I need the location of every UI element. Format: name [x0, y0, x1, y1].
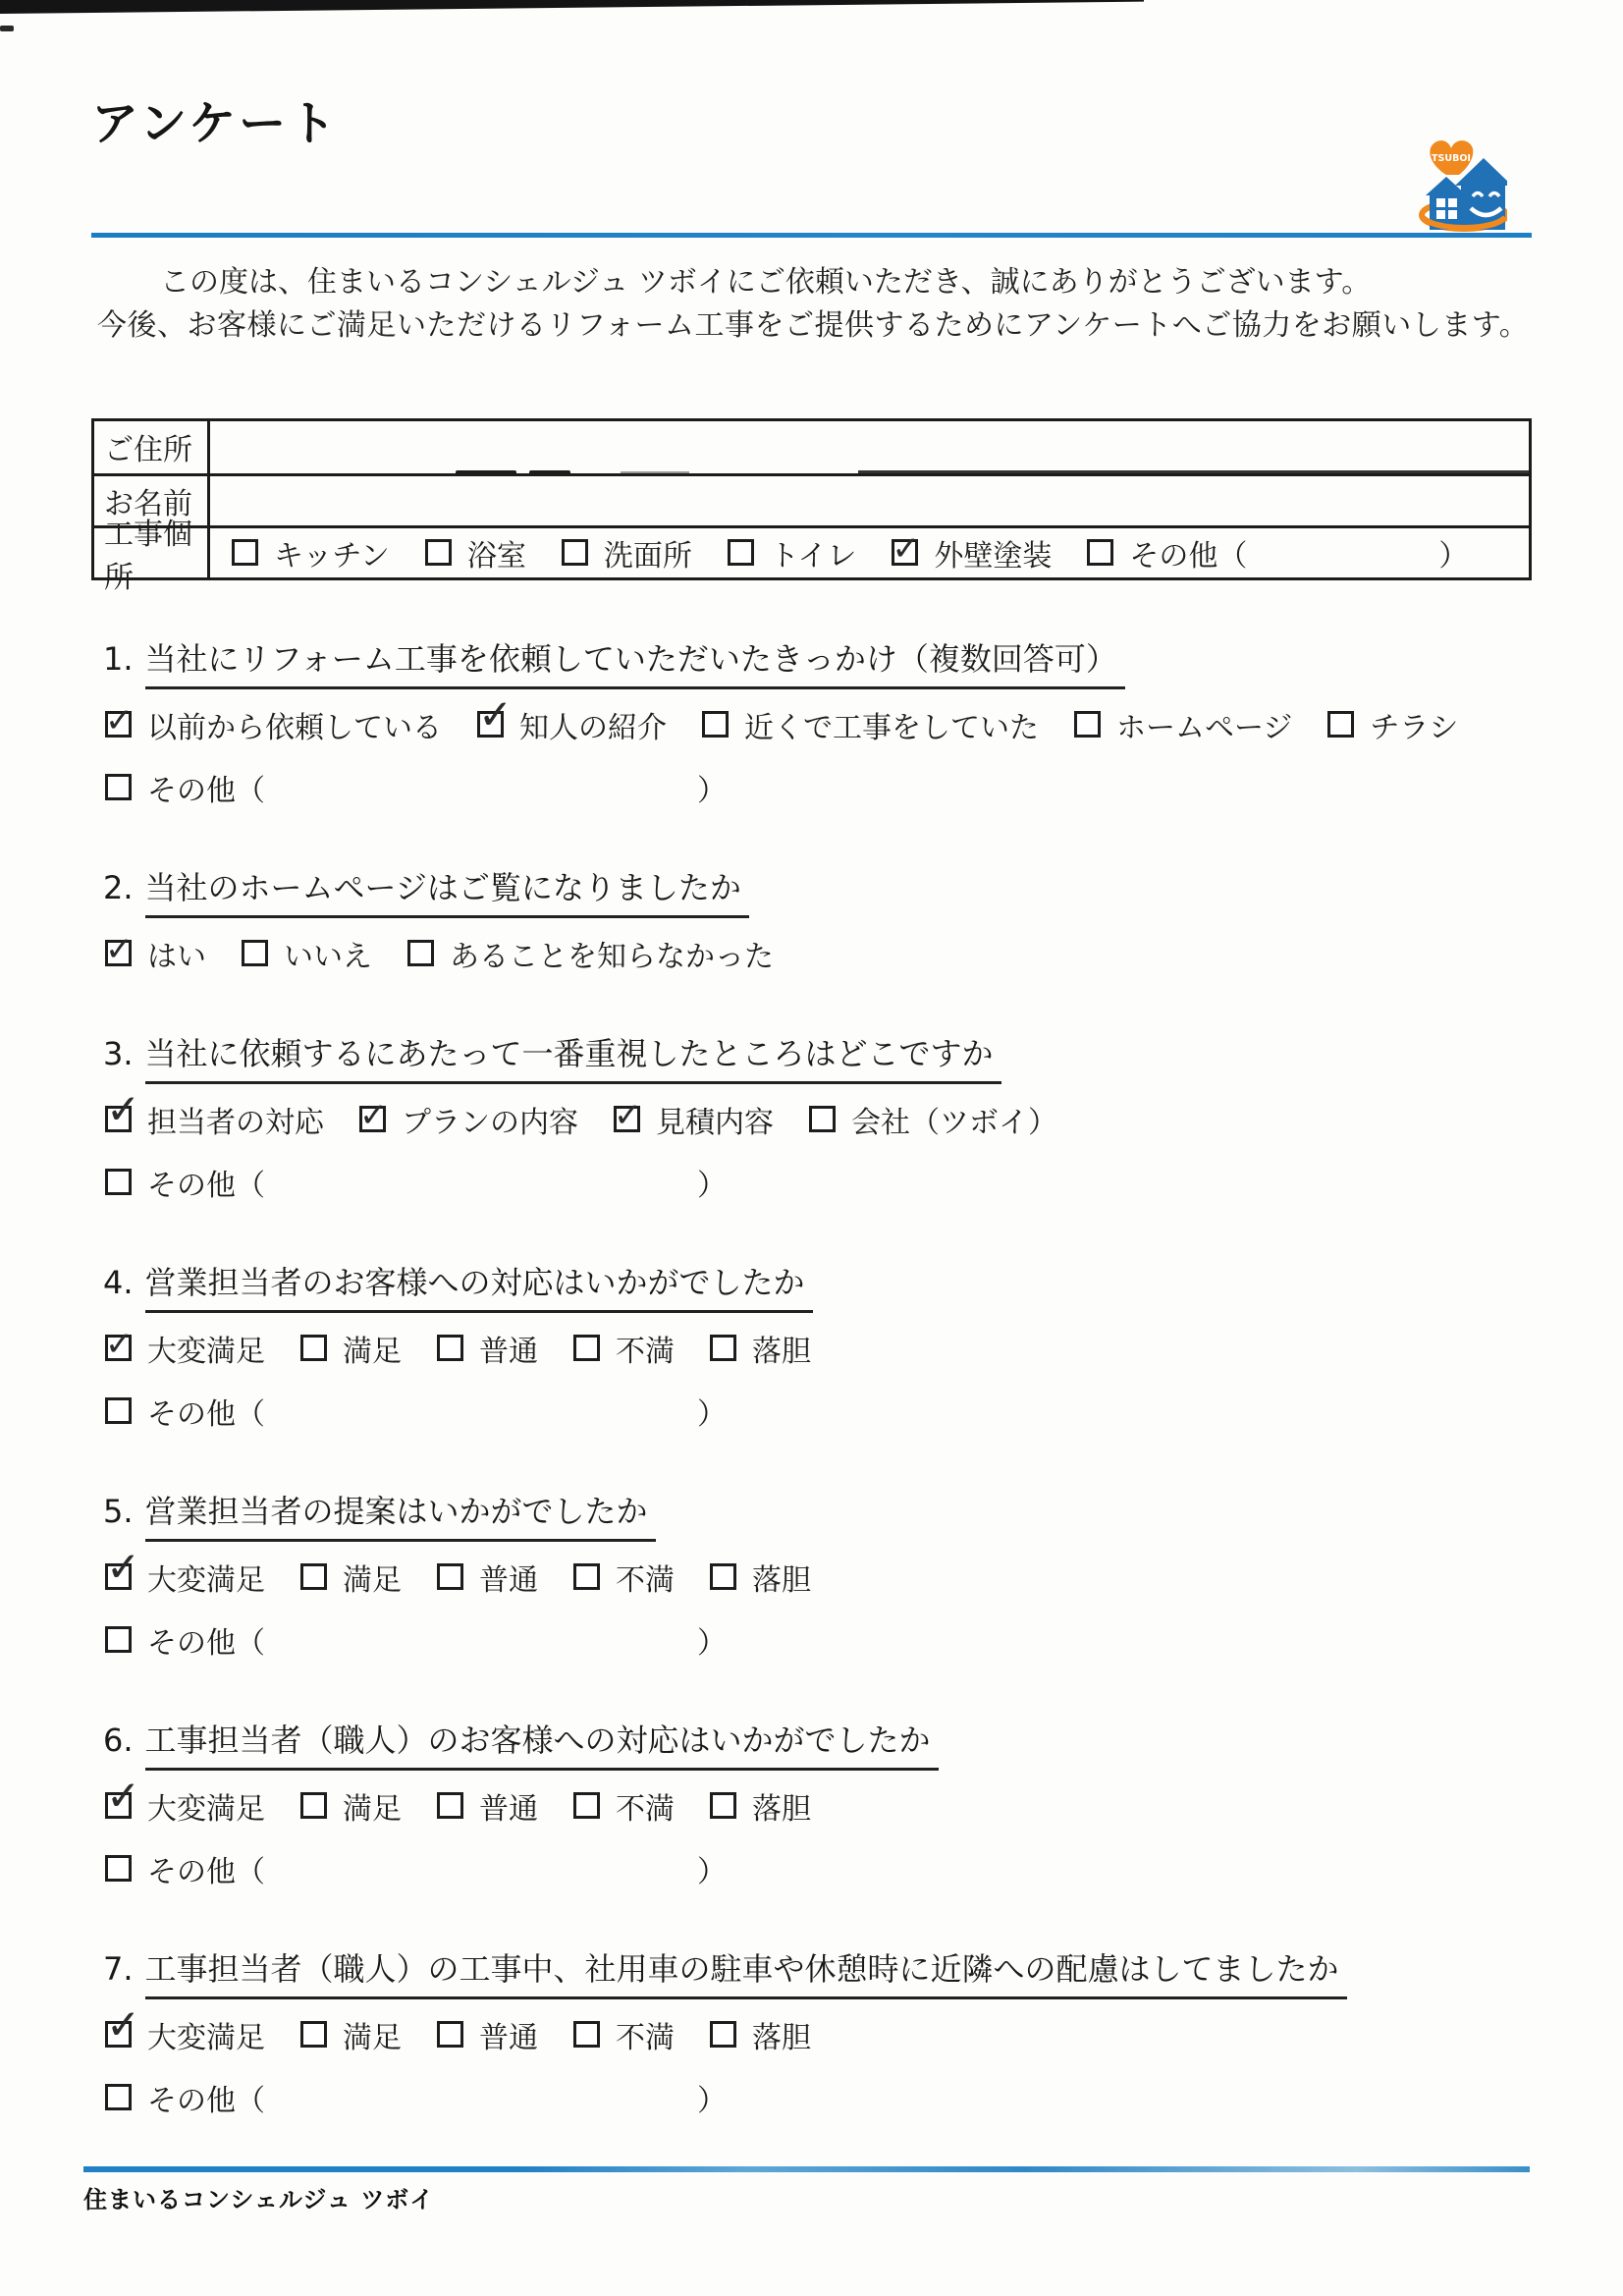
checkbox-icon[interactable]	[105, 1169, 132, 1195]
checkbox-icon[interactable]	[809, 1106, 836, 1132]
checkbox-option[interactable]	[1074, 703, 1292, 746]
question-6	[103, 1721, 1532, 1890]
checkbox-icon[interactable]	[710, 2021, 736, 2048]
address-input-area[interactable]	[210, 421, 1529, 473]
option-label: 普通	[479, 1791, 538, 1827]
question-1-options	[105, 690, 1532, 746]
checkbox-icon[interactable]	[437, 1335, 463, 1361]
footer-divider	[83, 2166, 1530, 2172]
checkbox-option[interactable]	[105, 1618, 727, 1662]
checkbox-icon[interactable]	[573, 1335, 600, 1361]
check-mark-icon: ✓	[105, 701, 134, 741]
question-1-heading	[103, 639, 1532, 689]
check-mark-icon: ✓	[614, 1096, 642, 1136]
checkbox-icon[interactable]	[437, 1792, 463, 1819]
question-3-heading	[103, 1034, 1532, 1084]
checkbox-icon[interactable]	[300, 1335, 327, 1361]
checkbox-icon[interactable]	[1087, 539, 1113, 566]
question-number: 2.	[103, 868, 134, 906]
question-3	[103, 1034, 1532, 1204]
checkbox-option[interactable]	[105, 1390, 727, 1433]
checkbox-icon[interactable]	[437, 2021, 463, 2048]
checkbox-icon[interactable]	[573, 1792, 600, 1819]
checkbox-option[interactable]	[232, 531, 390, 574]
checkbox-option[interactable]	[300, 2013, 402, 2056]
checked-checkbox-icon[interactable]	[614, 1096, 642, 1136]
checkbox-option[interactable]	[105, 2076, 727, 2119]
checkbox-option[interactable]	[105, 1543, 265, 1599]
option-label: その他（	[147, 773, 265, 808]
option-label: はい	[147, 939, 206, 974]
check-mark-icon: ✓	[106, 2000, 141, 2050]
check-mark-icon: ✓	[359, 1096, 388, 1136]
checkbox-option[interactable]	[573, 1556, 675, 1599]
question-title: 工事担当者（職人）の工事中、社用車の駐車や休憩時に近隣への配慮はしてましたか	[145, 1949, 1347, 1999]
question-number: 6.	[103, 1721, 134, 1759]
question-title: 営業担当者のお客様への対応はいかがでしたか	[145, 1263, 813, 1313]
checked-checkbox-icon[interactable]	[892, 529, 920, 570]
address-label: ご住所	[94, 421, 210, 473]
intro-line-2: 今後、お客様にご満足いただけるリフォーム工事をご提供するためにアンケートへご協力をお願いします。	[97, 307, 1530, 343]
option-label: 落胆	[752, 2020, 811, 2055]
close-paren: ）	[697, 2083, 727, 2118]
checkbox-icon[interactable]	[105, 2084, 132, 2110]
checkbox-icon[interactable]	[300, 1563, 327, 1590]
checkbox-option[interactable]	[437, 2013, 538, 2056]
footer-company-name: 住まいるコンシェルジュ ツボイ	[83, 2186, 435, 2214]
question-number: 3.	[103, 1034, 134, 1072]
checkbox-option[interactable]	[702, 703, 1039, 746]
work-location-options	[210, 528, 1529, 577]
title-divider	[91, 233, 1532, 238]
question-number: 1.	[103, 639, 134, 678]
checkbox-option[interactable]	[614, 1098, 774, 1141]
option-label: 会社（ツボイ）	[851, 1105, 1057, 1140]
checkbox-icon[interactable]	[232, 539, 258, 566]
scanner-artifact-blob	[0, 26, 14, 31]
checkbox-option[interactable]	[105, 1772, 265, 1828]
question-1-other	[105, 766, 1532, 809]
check-mark-icon: ✓	[478, 690, 514, 739]
check-mark-icon: ✓	[106, 1085, 141, 1134]
checkbox-icon[interactable]	[105, 1855, 132, 1882]
question-7	[103, 1949, 1532, 2119]
checkbox-option[interactable]	[359, 1098, 578, 1141]
checkbox-icon[interactable]	[710, 1792, 736, 1819]
checkbox-option[interactable]	[573, 2013, 675, 2056]
option-label: その他（	[147, 1625, 265, 1661]
checkbox-icon[interactable]	[1327, 711, 1354, 738]
question-title: 営業担当者の提案はいかがでしたか	[145, 1492, 656, 1542]
option-label: 落胆	[752, 1562, 811, 1598]
checked-checkbox-icon[interactable]	[105, 930, 134, 970]
checked-checkbox-icon[interactable]	[105, 1772, 141, 1821]
checkbox-option[interactable]	[477, 690, 667, 746]
logo-text: TSUBOI	[1432, 153, 1471, 164]
checkbox-icon[interactable]	[105, 1397, 132, 1424]
checkbox-option[interactable]	[105, 1085, 324, 1141]
name-input-area[interactable]	[210, 476, 1529, 525]
checked-checkbox-icon[interactable]	[105, 2000, 141, 2050]
checkbox-icon[interactable]	[702, 711, 729, 738]
question-5-options	[105, 1543, 1532, 1599]
question-title: 当社のホームページはご覧になりましたか	[145, 868, 749, 918]
customer-info-table	[91, 418, 1532, 595]
checkbox-option[interactable]	[105, 766, 727, 809]
question-6-other	[105, 1847, 1532, 1890]
checked-checkbox-icon[interactable]	[359, 1096, 388, 1136]
checkbox-option[interactable]	[728, 531, 857, 574]
checkbox-option[interactable]	[105, 1847, 727, 1890]
option-label: 外壁塗装	[934, 538, 1053, 574]
option-label: プランの内容	[402, 1105, 578, 1140]
question-title: 工事担当者（職人）のお客様への対応はいかがでしたか	[145, 1721, 939, 1771]
option-label: 落胆	[752, 1334, 811, 1369]
checkbox-option[interactable]	[300, 1556, 402, 1599]
checkbox-icon[interactable]	[407, 940, 434, 966]
check-mark-icon: ✓	[105, 1325, 134, 1365]
close-paren: ）	[1438, 538, 1469, 574]
checked-checkbox-icon[interactable]	[477, 690, 514, 739]
question-number: 7.	[103, 1949, 134, 1988]
checkbox-icon[interactable]	[710, 1563, 736, 1590]
option-label: 落胆	[752, 1791, 811, 1827]
question-5-other	[105, 1618, 1532, 1662]
checkbox-option[interactable]	[809, 1098, 1057, 1141]
option-label: 不満	[616, 1562, 675, 1598]
checked-checkbox-icon[interactable]	[105, 1085, 141, 1134]
page-title: アンケート	[91, 96, 340, 151]
option-label: 普通	[479, 1562, 538, 1598]
option-label: 大変満足	[147, 1791, 265, 1827]
option-label: トイレ	[769, 538, 857, 574]
check-mark-icon: ✓	[106, 1543, 141, 1592]
question-2-options	[105, 932, 1532, 975]
option-label: 知人の紹介	[519, 710, 667, 745]
checkbox-icon[interactable]	[425, 539, 452, 566]
checkbox-option[interactable]	[300, 1327, 402, 1370]
checkbox-option[interactable]	[242, 932, 372, 975]
question-7-heading	[103, 1949, 1532, 1999]
question-2-heading	[103, 868, 1532, 918]
option-label: その他（	[147, 1396, 265, 1432]
question-6-heading	[103, 1721, 1532, 1771]
close-paren: ）	[697, 1625, 727, 1661]
option-label: 大変満足	[147, 1562, 265, 1598]
option-label: 近くで工事をしていた	[744, 710, 1039, 745]
option-label: いいえ	[284, 939, 372, 974]
question-4	[103, 1263, 1532, 1433]
question-4-other	[105, 1390, 1532, 1433]
checkbox-option[interactable]	[437, 1327, 538, 1370]
checkbox-icon[interactable]	[710, 1335, 736, 1361]
question-number: 5.	[103, 1492, 134, 1530]
checkbox-icon[interactable]	[573, 1563, 600, 1590]
checkbox-option[interactable]	[710, 1556, 811, 1599]
checkbox-icon[interactable]	[300, 2021, 327, 2048]
tsuboi-logo	[1419, 134, 1507, 236]
option-label: キッチン	[274, 538, 390, 574]
write-in-blank-space[interactable]	[265, 1625, 697, 1655]
checkbox-option[interactable]	[105, 2000, 265, 2056]
option-label: ホームページ	[1116, 710, 1293, 745]
option-label: 満足	[343, 1791, 402, 1827]
checkbox-option[interactable]	[1087, 531, 1468, 574]
name-label: お名前	[94, 476, 210, 525]
question-4-heading	[103, 1263, 1532, 1313]
question-5-heading	[103, 1492, 1532, 1542]
checkbox-icon[interactable]	[1074, 711, 1101, 738]
option-label: 普通	[479, 1334, 538, 1369]
write-in-blank-space[interactable]	[265, 1854, 697, 1884]
question-3-other	[105, 1161, 1532, 1204]
checkbox-option[interactable]	[105, 1161, 727, 1204]
write-in-blank-space[interactable]	[1247, 538, 1438, 568]
checkbox-icon[interactable]	[105, 1626, 132, 1653]
page-footer	[83, 2166, 1530, 2214]
option-label: その他（	[147, 2083, 265, 2118]
question-number: 4.	[103, 1263, 134, 1301]
question-title: 当社にリフォーム工事を依頼していただいたきっかけ（複数回答可）	[145, 639, 1125, 689]
table-row-address	[94, 421, 1529, 473]
option-label: 見積内容	[656, 1105, 774, 1140]
checked-checkbox-icon[interactable]	[105, 701, 134, 741]
option-label: 以前から依頼している	[147, 710, 442, 745]
question-4-options	[105, 1327, 1532, 1370]
option-label: 浴室	[466, 538, 526, 574]
close-paren: ）	[697, 1396, 727, 1432]
question-2	[103, 868, 1532, 975]
option-label: その他（	[1129, 538, 1248, 574]
question-3-options	[105, 1085, 1532, 1141]
checkbox-option[interactable]	[105, 1327, 265, 1370]
question-6-options	[105, 1772, 1532, 1828]
question-1	[103, 639, 1532, 809]
close-paren: ）	[697, 773, 727, 808]
checkbox-option[interactable]	[425, 531, 526, 574]
option-label: その他（	[147, 1854, 265, 1889]
question-7-other	[105, 2076, 1532, 2119]
option-label: あることを知らなかった	[450, 939, 774, 974]
option-label: 担当者の対応	[147, 1105, 324, 1140]
option-label: 不満	[616, 1791, 675, 1827]
write-in-blank-space[interactable]	[265, 773, 697, 802]
checkbox-option[interactable]	[573, 1327, 675, 1370]
checked-checkbox-icon[interactable]	[105, 1325, 134, 1365]
intro-paragraph	[91, 261, 1532, 348]
checkbox-icon[interactable]	[562, 539, 588, 566]
checkbox-option[interactable]	[105, 932, 206, 975]
checkbox-option[interactable]	[437, 1556, 538, 1599]
checkbox-option[interactable]	[892, 531, 1052, 574]
checked-checkbox-icon[interactable]	[105, 1543, 141, 1592]
check-mark-icon: ✓	[892, 529, 920, 570]
close-paren: ）	[697, 1168, 727, 1203]
option-label: 不満	[616, 1334, 675, 1369]
checkbox-option[interactable]	[573, 1784, 675, 1828]
option-label: 洗面所	[603, 538, 692, 574]
option-label: 大変満足	[147, 2020, 265, 2055]
checkbox-option[interactable]	[710, 1327, 811, 1370]
option-label: 大変満足	[147, 1334, 265, 1369]
question-title: 当社に依頼するにあたって一番重視したところはどこですか	[145, 1034, 1001, 1084]
checkbox-option[interactable]	[1327, 703, 1458, 746]
checkbox-option[interactable]	[105, 703, 442, 746]
check-mark-icon: ✓	[105, 930, 134, 970]
checkbox-option[interactable]	[407, 932, 774, 975]
work-location-label: 工事個所	[94, 528, 210, 577]
tsuboi-logo-graphic	[1419, 134, 1507, 236]
checkbox-icon[interactable]	[573, 2021, 600, 2048]
checkbox-option[interactable]	[300, 1784, 402, 1828]
checkbox-option[interactable]	[437, 1784, 538, 1828]
option-label: その他（	[147, 1168, 265, 1203]
option-label: 不満	[616, 2020, 675, 2055]
checkbox-icon[interactable]	[105, 774, 132, 800]
option-label: 満足	[343, 1334, 402, 1369]
checkbox-option[interactable]	[562, 531, 692, 574]
question-5	[103, 1492, 1532, 1662]
checkbox-icon[interactable]	[300, 1792, 327, 1819]
checkbox-icon[interactable]	[242, 940, 268, 966]
checkbox-icon[interactable]	[437, 1563, 463, 1590]
checkbox-option[interactable]	[710, 2013, 811, 2056]
table-row-name	[94, 473, 1529, 525]
option-label: チラシ	[1370, 710, 1459, 745]
check-mark-icon: ✓	[106, 1772, 141, 1821]
question-7-options	[105, 2000, 1532, 2056]
table-row-work-location	[94, 517, 1529, 595]
option-label: 満足	[343, 2020, 402, 2055]
option-label: 満足	[343, 1562, 402, 1598]
close-paren: ）	[697, 1854, 727, 1889]
checkbox-icon[interactable]	[728, 539, 754, 566]
option-label: 普通	[479, 2020, 538, 2055]
write-in-blank-space[interactable]	[265, 2083, 697, 2112]
intro-line-1: この度は、住まいるコンシェルジュ ツボイにご依頼いただき、誠にありがとうございます。	[160, 264, 1372, 300]
write-in-blank-space[interactable]	[265, 1396, 697, 1426]
scanner-artifact	[0, 0, 1144, 14]
write-in-blank-space[interactable]	[265, 1168, 697, 1197]
checkbox-option[interactable]	[710, 1784, 811, 1828]
